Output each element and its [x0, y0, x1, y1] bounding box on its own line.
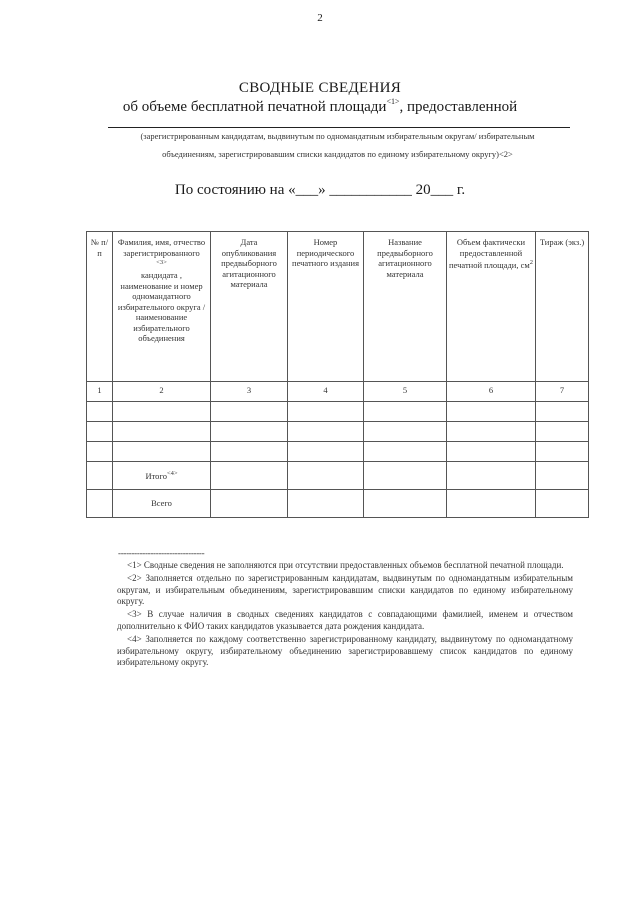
column-number: 1 [87, 382, 113, 402]
col-header-candidate-text: Фамилия, имя, отчество зарегистрированного [117, 237, 206, 258]
table-cell [364, 462, 447, 490]
fill-in-hint-line-2: объединениям, зарегистрировавшим списки кандидатов по единому избирательному округу)<2> [162, 149, 513, 159]
page-number: 2 [317, 12, 323, 24]
total-label: Всего [113, 490, 211, 518]
table-cell [536, 402, 589, 422]
total-row [87, 490, 589, 518]
column-number: 7 [536, 382, 589, 402]
col-header-number: № п/п [87, 232, 113, 382]
column-number: 2 [113, 382, 211, 402]
table-cell [113, 402, 211, 422]
col-header-publication-date: Дата опубликования предвыборного агитационного материала [211, 232, 288, 382]
column-number: 6 [447, 382, 536, 402]
col-header-issue-number: Номер периодического печатного издания [288, 232, 364, 382]
table-cell [87, 402, 113, 422]
col-header-circulation: Тираж (экз.) [536, 232, 589, 382]
table-cell [447, 442, 536, 462]
table-cell [536, 422, 589, 442]
table-cell [536, 462, 589, 490]
table-cell [447, 422, 536, 442]
column-number: 5 [364, 382, 447, 402]
subtotal-row [87, 462, 589, 490]
col-header-area-text: Объем фактически предоставленной печатной площади, см [449, 237, 530, 270]
table-cell [364, 422, 447, 442]
table-cell [288, 490, 364, 518]
table-cell [364, 490, 447, 518]
footnote-ref-1: <1> [386, 97, 400, 106]
document-subtitle [0, 97, 640, 116]
col-header-candidate-text-end: кандидата , наименование и номер одномандатного избирательного округа / наименование избирательного объединения [117, 270, 206, 344]
document-title: СВОДНЫЕ СВЕДЕНИЯ [238, 80, 402, 96]
table-cell [288, 422, 364, 442]
footnote-separator: -------------------------------- [118, 548, 205, 558]
table-cell [211, 462, 288, 490]
footnote-ref-3: <3> [156, 259, 167, 266]
table-header-row [87, 232, 589, 382]
table-cell [211, 442, 288, 462]
table-cell [87, 462, 113, 490]
table-row [87, 442, 589, 462]
fill-in-line [108, 127, 570, 128]
subtotal-text: Итого [145, 471, 167, 482]
table-row [87, 402, 589, 422]
column-number-row [87, 382, 589, 402]
column-number: 3 [211, 382, 288, 402]
footnote-4: <4> Заполняется по каждому соответственно зарегистрированному кандидату, выдвинутому по одномандатному избирательному округу, избирательному объединению зарегистрировавшему список кандидатов по единому избирательному округу. [117, 633, 573, 668]
table-row [87, 422, 589, 442]
table-cell [113, 422, 211, 442]
table-cell [447, 462, 536, 490]
table-cell [447, 490, 536, 518]
footnote-ref-4: <4> [166, 470, 178, 478]
subtitle-text: об объеме бесплатной печатной площади [122, 99, 387, 115]
table-cell [87, 422, 113, 442]
table-cell [364, 442, 447, 462]
footnote-3: <3> В случае наличия в сводных сведениях кандидатов с совпадающими фамилией, именем и отчеством дополнительно к ФИО таких кандидатов указывается дата рождения кандидата. [117, 609, 573, 631]
table-cell [536, 442, 589, 462]
table-cell [288, 442, 364, 462]
table-cell [288, 462, 364, 490]
table-cell [211, 402, 288, 422]
table-cell [447, 402, 536, 422]
footnote-2: <2> Заполняется отдельно по зарегистрированным кандидатам, выдвинутым по одномандатным избирательным округам, и избирательным объединениям, зарегистрировавшим списки кандидатов по единому избирательному округу. [117, 572, 573, 607]
table-cell [113, 442, 211, 462]
table-cell [211, 422, 288, 442]
as-of-date: По состоянию на «___» ___________ 20___ г. [174, 182, 466, 198]
col-header-material-name: Название предвыборного агитационного материала [364, 232, 447, 382]
footnotes [117, 560, 573, 670]
table-cell [364, 402, 447, 422]
table-cell [536, 490, 589, 518]
subtitle-text-end: , предоставленной [399, 99, 518, 115]
col-header-area [447, 232, 536, 382]
table-cell [87, 442, 113, 462]
table-cell [211, 490, 288, 518]
subtotal-label [113, 462, 211, 490]
fill-in-hint-line-1: (зарегистрированным кандидатам, выдвинутым по одномандатным избирательным округам/ избирательным [140, 131, 535, 141]
column-number: 4 [288, 382, 364, 402]
squared-sup: 2 [529, 259, 534, 266]
footnote-1: <1> Сводные сведения не заполняются при отсутствии предоставленных объемов бесплатной печатной площади. [127, 560, 564, 570]
col-header-candidate [113, 232, 211, 382]
summary-table [86, 231, 589, 518]
table-cell [288, 402, 364, 422]
table-cell [87, 490, 113, 518]
